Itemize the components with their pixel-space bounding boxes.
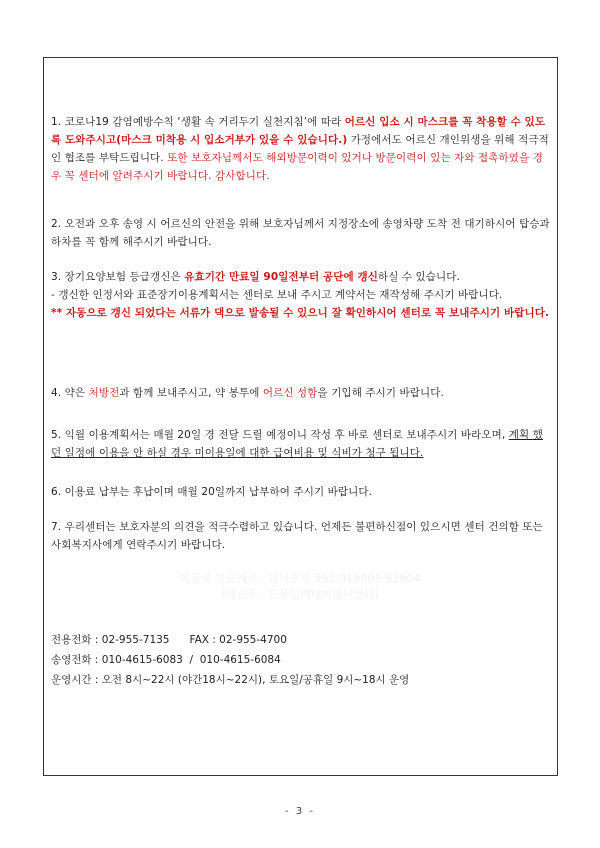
notice-1: [51, 113, 551, 185]
notice-1-intro: 1. 코로나19 감염예방수칙 ‘생활 속 거리두기 실천지침’에 따라: [51, 116, 345, 128]
notice-1-mask-warning: 어르신 입소 시 마스크를 꼭 착용할 수 있도록 도와주시고(마스크 미착용 시 입소거부가 있을 수 있습니다.): [51, 116, 546, 146]
notice-3-auto-renewal-warning: ** 자동으로 갱신 되었다는 서류가 댁으로 발송될 수 있으니 잘 확인하시어 센터로 꼭 보내주시기 바랍니다.: [51, 307, 550, 319]
notice-5-billing: 계획 했던 일정에 이용을 안 하실 경우 미이용일에 대한 급여비용 및 식비가 청구 됩니다.: [51, 429, 543, 459]
notice-5: [51, 426, 551, 462]
notice-2-text: 2. 오전과 오후 송영 시 어르신의 안전을 위해 보호자님께서 지정장소에 송영차량 도착 전 대기하시어 탑승과 하차를 꼭 함께 해주시기 바랍니다.: [51, 218, 550, 248]
account-holder-watermark: (예금주 : 드봉실버데이케어센터): [221, 588, 379, 601]
notice-4-prescription: 처방전: [88, 387, 120, 399]
notice-4-a: 4. 약은: [51, 387, 89, 399]
notice-7: [51, 518, 551, 554]
notice-2: [51, 215, 551, 251]
notice-4-name: 어르신 성함: [262, 387, 318, 399]
operating-hours-row: 운영시간 : 오전 8시~22시 (야간18시~22시), 토요일/공휴일 9시~18시 운영: [51, 674, 410, 686]
notice-4-c: 과 함께 보내주시고, 약 봉투에: [119, 387, 263, 399]
bank-account-watermark: 이용료 입금계좌 : 하나은행 592-910001-63804: [179, 572, 421, 585]
notice-3: [51, 268, 551, 322]
notice-4-e: 을 기입해 주시기 바랍니다.: [317, 387, 444, 399]
notice-7-text: 7. 우리센터는 보호자분의 의견을 적극수렴하고 있습니다. 언제든 불편하신점이 있으시면 센터 건의함 또는 사회복지사에게 연락주시기 바랍니다.: [51, 521, 543, 551]
shuttle-phone-row: 송영전화 : 010-4615-6083 / 010-4615-6084: [51, 654, 281, 666]
notice-6: [51, 483, 551, 501]
page-number: - 3 -: [285, 806, 315, 817]
notice-3-tail: 하실 수 있습니다.: [377, 271, 460, 283]
contact-info: [51, 630, 409, 690]
notice-1-travel-warning: 또한 보호자님께서도 해외방문이력이 있거나 방문이력이 있는 자와 접촉하였을 경우 꼭 센터에 알려주시기 바랍니다. 감사합니다.: [51, 152, 543, 182]
notice-4: [51, 384, 551, 402]
notice-5-a: 5. 익월 이용계획서는 매월 20일 경 전달 드릴 예정이니 작성 후 바로 센터로 보내주시기 바라오며,: [51, 429, 509, 441]
notice-3-renewal-period: 유효기간 만료일 90일전부터 공단에 갱신: [184, 271, 378, 283]
notice-1-hygiene: 가정에서도 어르신 개인위생을 위해 적극적인 협조를 부탁드립니다.: [51, 134, 549, 164]
notice-3-documents: - 갱신한 인정서와 표준장기이용계획서는 센터로 보내 주시고 계약서는 재작성해 주시기 바랍니다.: [51, 289, 503, 301]
notice-3-intro: 3. 장기요양보험 등급갱신은: [51, 271, 185, 283]
phone-fax-row: 전용전화 : 02-955-7135 FAX : 02-955-4700: [51, 634, 287, 646]
notice-6-text: 6. 이용료 납부는 후납이며 매월 20일까지 납부하여 주시기 바랍니다.: [51, 486, 373, 498]
